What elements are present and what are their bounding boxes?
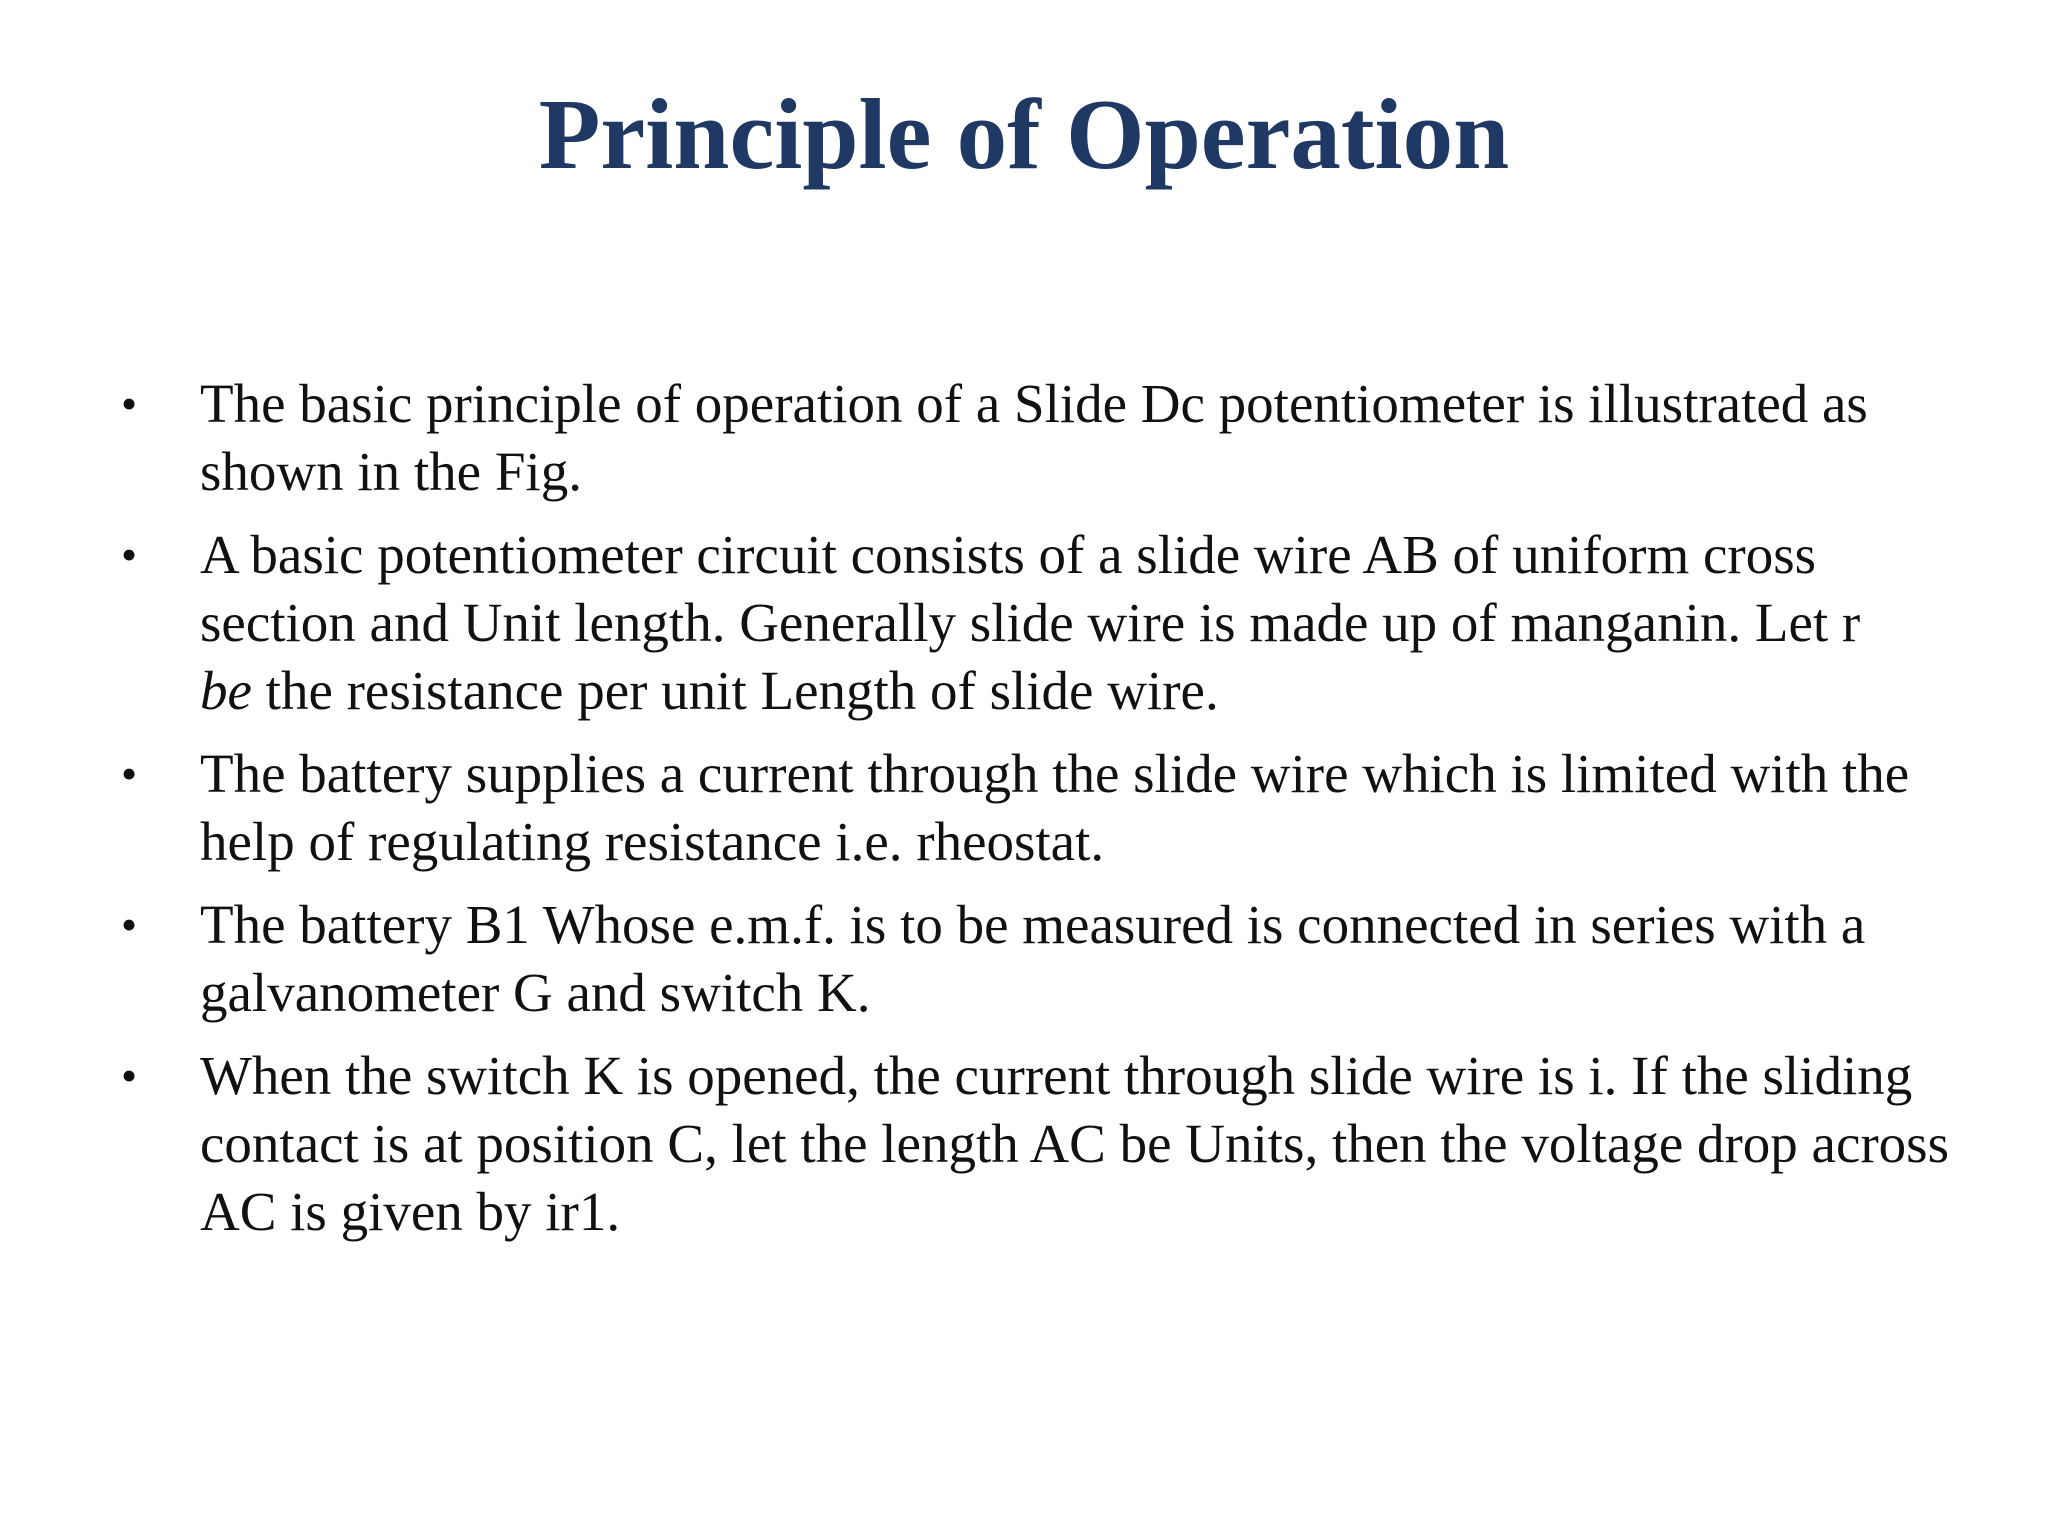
bullet-text: the resistance per unit Length of slide wire. <box>251 660 1219 721</box>
bullet-list <box>118 370 1958 1261</box>
bullet-item <box>118 891 1958 1027</box>
bullet-item <box>118 370 1958 506</box>
bullet-text: The battery supplies a current through the slide wire which is limited with the help of regulating resistance i.e. rheostat. <box>200 743 1910 872</box>
bullet-icon: • <box>121 1050 138 1101</box>
bullet-icon: • <box>121 529 138 580</box>
bullet-text: When the switch K is opened, the current through slide wire is i. If the sliding contact is at position C, let the length AC be Units, then the voltage drop across AC is given by ir1. <box>200 1045 1949 1242</box>
bullet-icon: • <box>121 899 138 950</box>
bullet-icon: • <box>121 748 138 799</box>
bullet-item <box>118 1042 1958 1246</box>
bullet-icon: • <box>121 378 138 429</box>
bullet-text-italic: be <box>200 660 252 721</box>
bullet-item <box>118 740 1958 876</box>
bullet-text: A basic potentiometer circuit consists of a slide wire AB of uniform cross section and Unit length. Generally slide wire is made up of manganin. Let r <box>200 524 1861 653</box>
bullet-text: The battery B1 Whose e.m.f. is to be measured is connected in series with a galvanometer G and switch K. <box>200 894 1866 1023</box>
bullet-text: The basic principle of operation of a Slide Dc potentiometer is illustrated as shown in the Fig. <box>200 373 1868 502</box>
bullet-item <box>118 521 1958 725</box>
slide-title: Principle of Operation <box>538 78 1510 190</box>
